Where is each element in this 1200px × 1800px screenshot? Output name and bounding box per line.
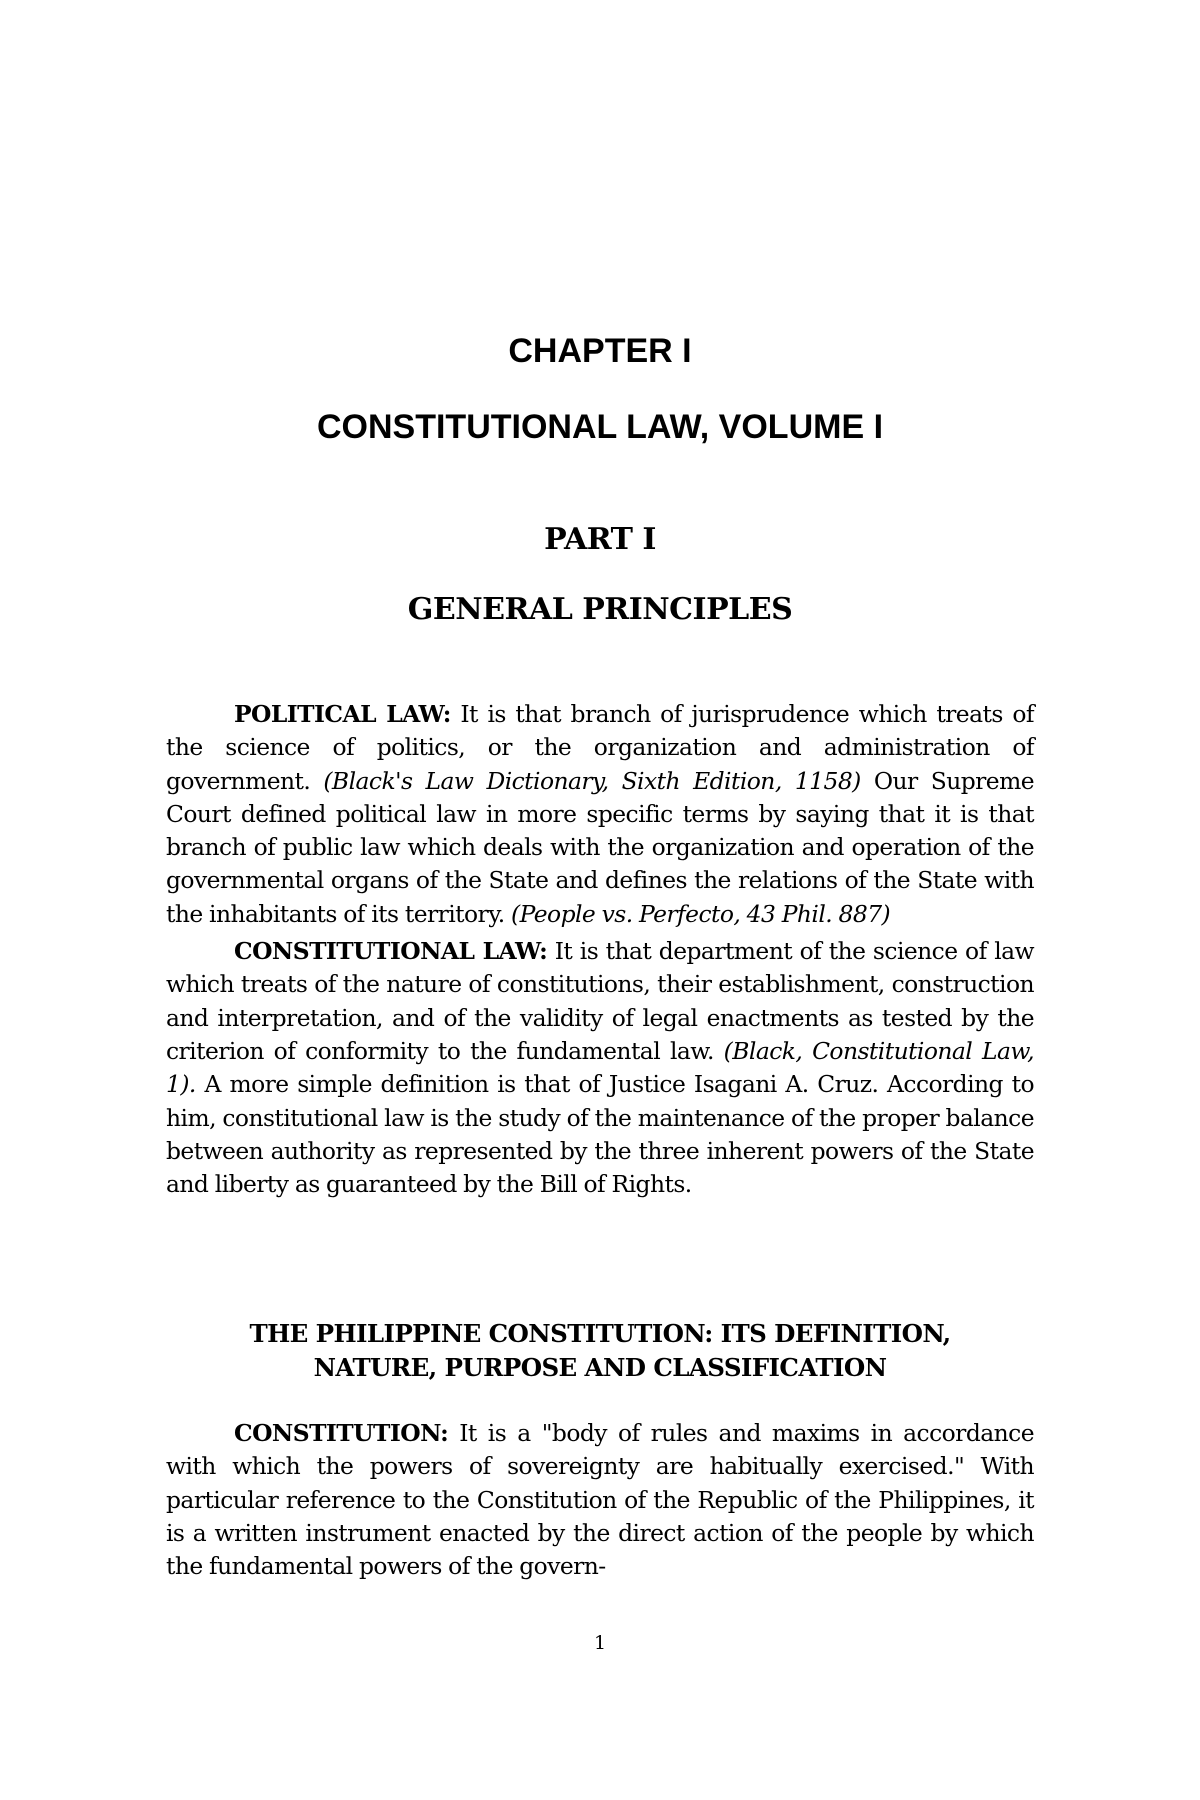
political-law-paragraph <box>166 698 1034 931</box>
part-heading: PART I <box>544 522 656 557</box>
volume-title: CONSTITUTIONAL LAW, VOLUME I <box>316 408 884 446</box>
definitions-section <box>166 698 1034 1201</box>
paragraph-text: A more simple definition is that of Justice Isagani A. Cruz. According to him, constitutional law is the study of the maintenance of the proper balance between authority as represented by the three inherent powers of the State and liberty as guaranteed by the Bill of Rights. <box>166 1070 1034 1199</box>
chapter-heading: CHAPTER I <box>508 332 692 370</box>
constitution-paragraph <box>166 1417 1034 1583</box>
page-number: 1 <box>593 1632 607 1654</box>
term-constitution: CONSTITUTION: <box>234 1419 449 1447</box>
constitutional-law-paragraph <box>166 935 1034 1201</box>
citation: (Black, Constitutional Law, 1). <box>166 1036 1035 1099</box>
citation: (Black's Law Dictionary, Sixth Edition, 1158) <box>323 766 861 795</box>
section-heading-line: THE PHILIPPINE CONSTITUTION: ITS DEFINITION, <box>249 1319 951 1348</box>
citation: (People vs. Perfecto, 43 Phil. 887) <box>511 899 891 928</box>
paragraph-text: Our Supreme Court defined political law in more specific terms by saying that it is that branch of public law which deals with the organization and operation of the governmental organs of the State and defines the relations of the State with the inhabitants of its territory. <box>166 766 1034 928</box>
paragraph-text: It is a "body of rules and maxims in accordance with which the powers of sovereignty are habitually exercised." With particular reference to the Constitution of the Republic of the Philippines, it is a written instrument enacted by the direct action of the people by which the fundamental powers of the govern- <box>166 1419 1034 1581</box>
part-title: GENERAL PRINCIPLES <box>407 592 793 627</box>
term-constitutional-law: CONSTITUTIONAL LAW: <box>234 937 548 966</box>
paragraph-text: It is that department of the science of law which treats of the nature of constitutions, their establishment, construction and interpretation, and of the validity of legal enactments as tested by the criterion of conformity to the fundamental law. <box>166 937 1034 1065</box>
section-heading <box>150 1317 1050 1385</box>
paragraph-text: It is that branch of jurisprudence which treats of the science of politics, or the organization and administration of government. <box>166 700 1034 795</box>
term-political-law: POLITICAL LAW: <box>234 700 451 728</box>
constitution-section <box>166 1417 1034 1583</box>
section-heading-line: NATURE, PURPOSE AND CLASSIFICATION <box>313 1353 887 1382</box>
